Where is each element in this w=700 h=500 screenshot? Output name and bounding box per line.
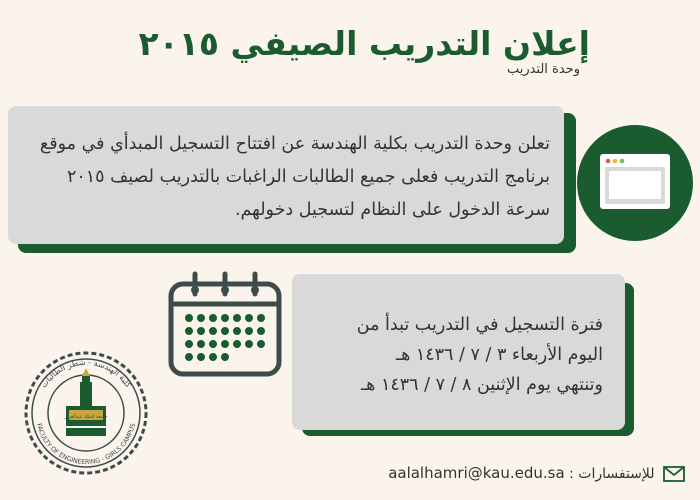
logo-emblem-text: جامعة الملك عبدالعزيز	[64, 415, 108, 420]
footer-contact	[340, 462, 685, 484]
logo-ring-bottom-text: FACULTY OF ENGINEERING - GIRLS CAMPUS	[35, 422, 137, 467]
announcement-text: تعلن وحدة التدريب بكلية الهندسة عن افتتاح التسجيل المبدأي في موقع برنامج التدريب فعلى جميع الطالبات الراغبات بالتدريب لصيف ٢٠١٥ سرعة الدخول على النظام لتسجيل دخولهم.	[39, 134, 550, 220]
page-title: إعلان التدريب الصيفي ٢٠١٥	[138, 24, 590, 63]
calendar-icon	[165, 270, 285, 380]
browser-window-icon	[577, 125, 693, 241]
page-subtitle: وحدة التدريب	[506, 62, 580, 77]
period-line-2: اليوم الأربعاء ٣ / ٧ / ١٤٣٦ هـ	[395, 345, 603, 365]
period-box	[292, 274, 625, 430]
browser-window-icon-circle	[577, 125, 693, 241]
contact-email[interactable]: aalalhamri@kau.edu.sa	[388, 464, 565, 482]
footer-label: للإستفسارات :	[569, 466, 655, 482]
university-logo	[22, 348, 150, 478]
announcement-box	[8, 106, 564, 244]
period-line-3: وتنتهي يوم الإثنين ٨ / ٧ / ١٤٣٦ هـ	[361, 375, 603, 395]
logo-ring-top-text: كلية الهندسة - شطر الطالبات	[39, 357, 133, 390]
mail-icon	[663, 466, 685, 482]
period-line-1: فترة التسجيل في التدريب تبدأ من	[356, 315, 603, 335]
